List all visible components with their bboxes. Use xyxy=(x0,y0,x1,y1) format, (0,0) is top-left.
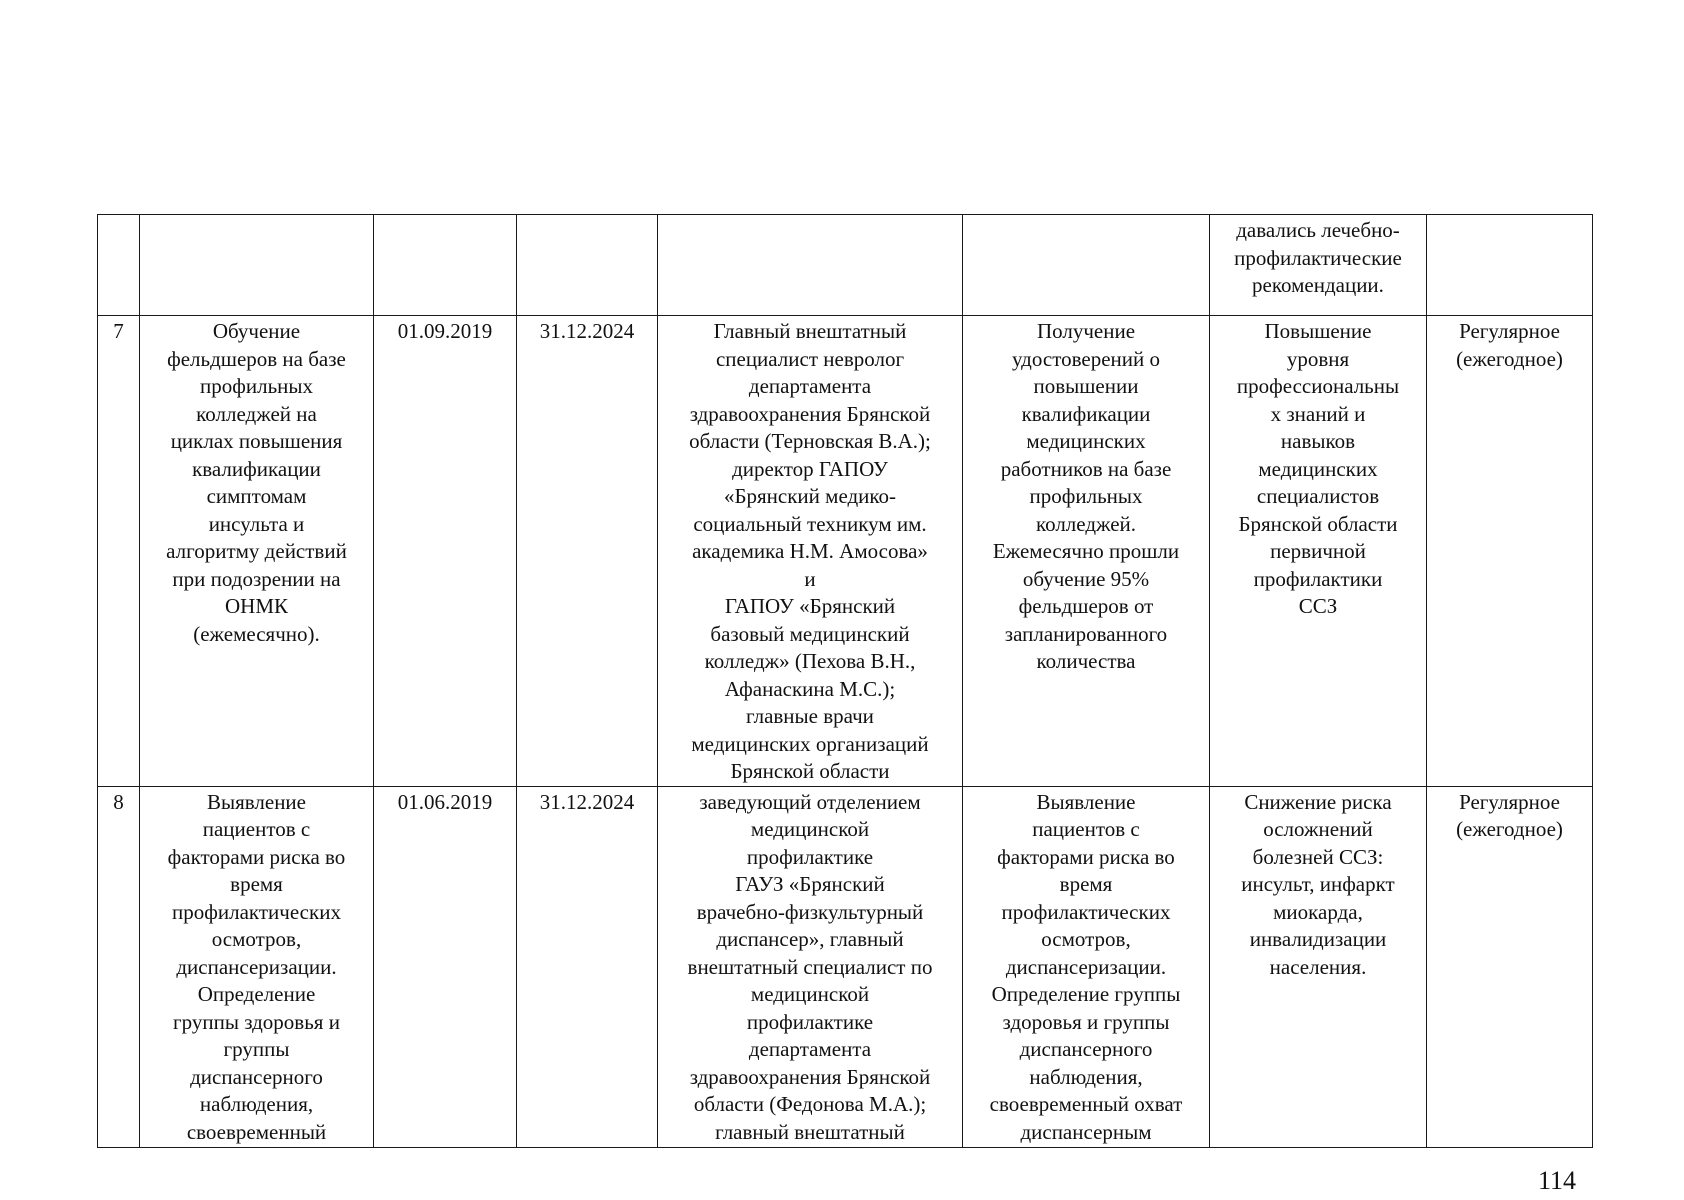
event-cell xyxy=(140,215,374,316)
table-row xyxy=(98,215,1593,316)
page-number: 114 xyxy=(1538,1166,1577,1195)
end-date-cell: 31.12.2024 xyxy=(517,316,658,787)
event-cell: Выявление пациентов с факторами риска во время профилактических осмотров, диспансеризации. Определение группы здоровья и группы диспансерного наблюдения, своевременный xyxy=(140,786,374,1147)
responsible-cell: Главный внештатный специалист невролог департамента здравоохранения Брянской области (Терновская В.А.); директор ГАПОУ «Брянский медико- социальный техникум им. академика Н.М. Амосова» и ГАПОУ «Брянский базовый медицинский колледж» (Пехова В.Н., Афанаскина М.С.); главные врачи медицинских организаций Брянской области xyxy=(658,316,963,787)
result-cell: Выявление пациентов с факторами риска во время профилактических осмотров, диспансеризации. Определение группы здоровья и группы диспансерного наблюдения, своевременный охват диспансерным xyxy=(963,786,1210,1147)
responsible-cell xyxy=(658,215,963,316)
measures-table xyxy=(97,214,1593,1148)
table-row xyxy=(98,316,1593,787)
table-row xyxy=(98,786,1593,1147)
start-date-cell: 01.09.2019 xyxy=(374,316,517,787)
num-cell xyxy=(98,215,140,316)
type-cell: Регулярное (ежегодное) xyxy=(1427,786,1593,1147)
type-cell: Регулярное (ежегодное) xyxy=(1427,316,1593,787)
start-date-cell xyxy=(374,215,517,316)
event-cell: Обучение фельдшеров на базе профильных колледжей на циклах повышения квалификации симптомам инсульта и алгоритму действий при подозрении на ОНМК (ежемесячно). xyxy=(140,316,374,787)
effect-cell xyxy=(1210,215,1427,316)
effect-cell: Повышение уровня профессиональны х знаний и навыков медицинских специалистов Брянской области первичной профилактики ССЗ xyxy=(1210,316,1427,787)
responsible-cell: заведующий отделением медицинской профилактике ГАУЗ «Брянский врачебно-физкультурный диспансер», главный внештатный специалист по медицинской профилактике департамента здравоохранения Брянской области (Федонова М.А.); главный внештатный xyxy=(658,786,963,1147)
result-cell: Получение удостоверений о повышении квалификации медицинских работников на базе профильных колледжей. Ежемесячно прошли обучение 95% фельдшеров от запланированного количества xyxy=(963,316,1210,787)
end-date-cell: 31.12.2024 xyxy=(517,786,658,1147)
start-date-cell: 01.06.2019 xyxy=(374,786,517,1147)
effect-cell: Снижение риска осложнений болезней ССЗ: инсульт, инфаркт миокарда, инвалидизации населения. xyxy=(1210,786,1427,1147)
num-cell: 7 xyxy=(98,316,140,787)
type-cell xyxy=(1427,215,1593,316)
end-date-cell xyxy=(517,215,658,316)
effect-text: давались лечебно- профилактические рекомендации. xyxy=(1234,218,1402,297)
num-cell: 8 xyxy=(98,786,140,1147)
result-cell xyxy=(963,215,1210,316)
